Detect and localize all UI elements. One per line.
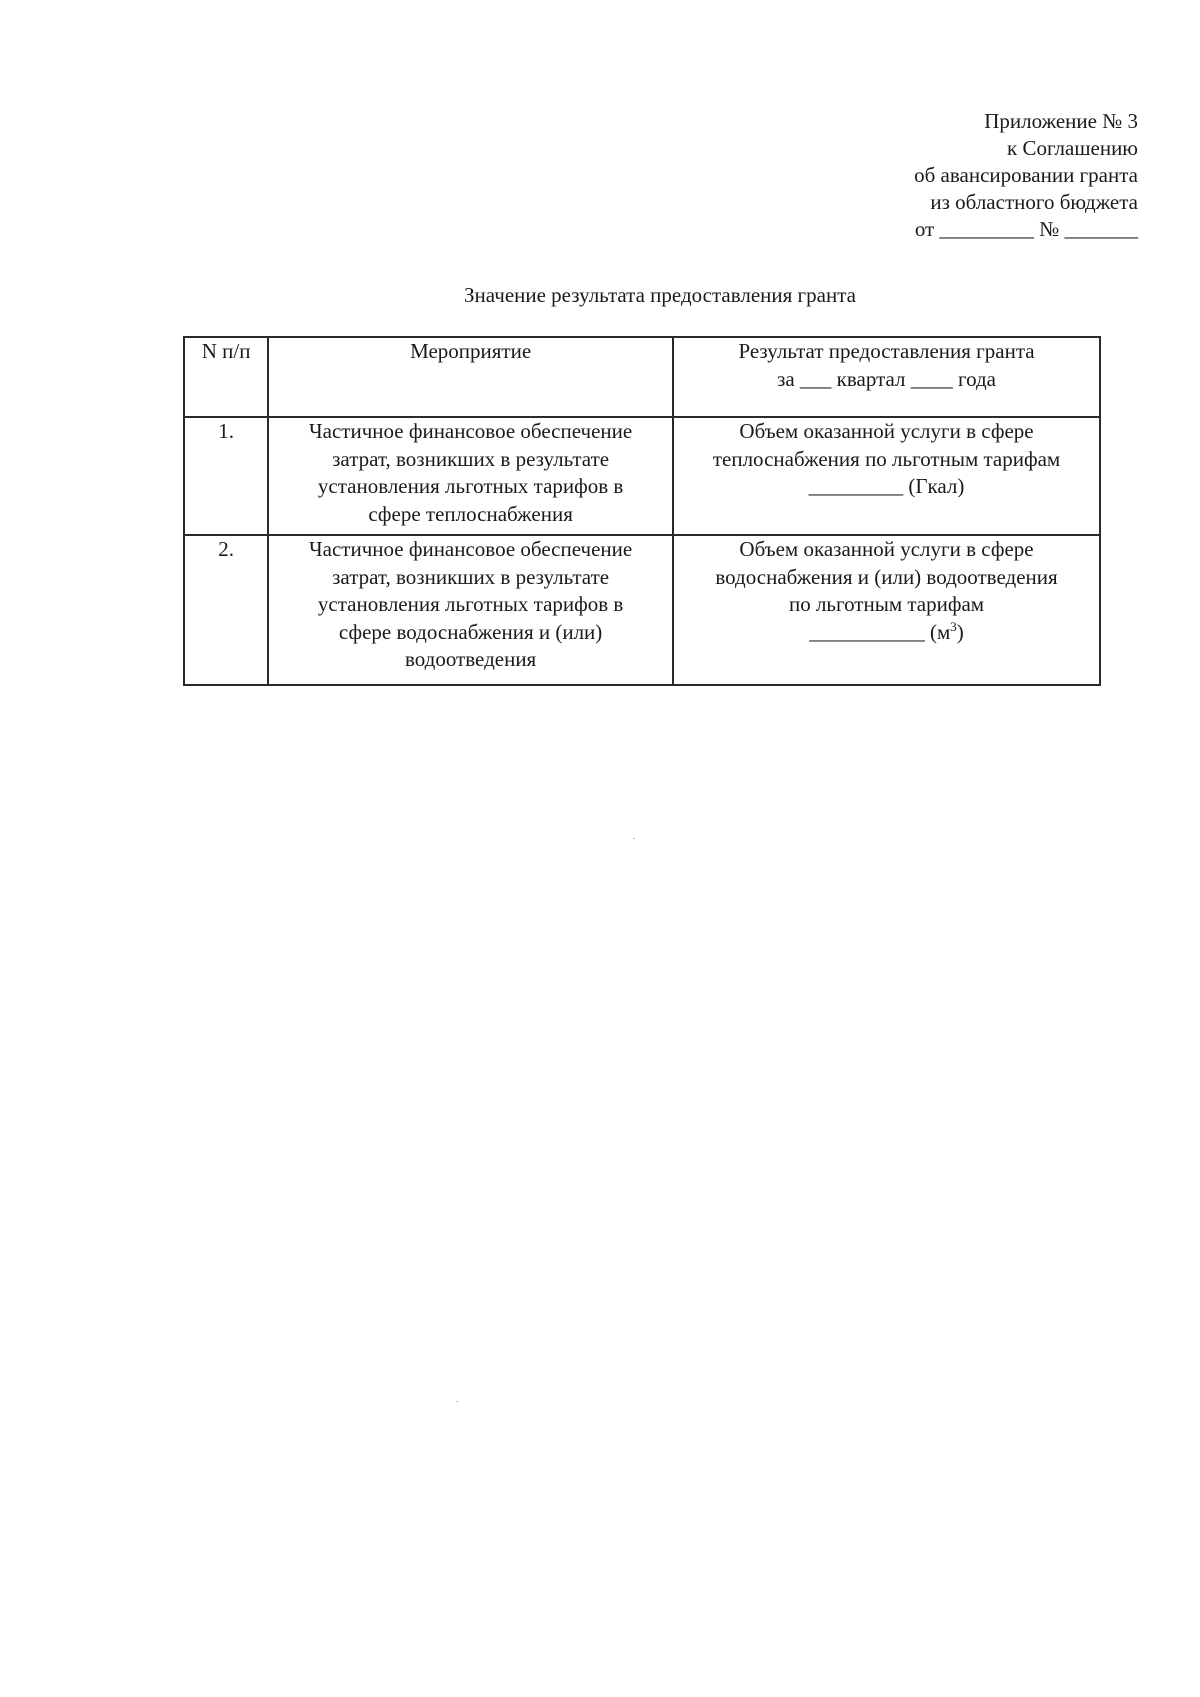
table-header-row (184, 337, 1100, 417)
scan-speck (633, 838, 635, 839)
row-result (673, 417, 1100, 535)
appendix-line: Приложение № 3 (984, 109, 1138, 133)
event-text-line: Частичное финансовое обеспечение (309, 419, 633, 443)
event-text-line: затрат, возникших в результате (332, 446, 610, 471)
unit-close: ) (956, 619, 964, 644)
results-table (183, 336, 1101, 686)
header-result (673, 337, 1100, 417)
unit-exponent: 3 (950, 618, 957, 634)
event-text-line: сфере водоснабжения и (или) (338, 619, 603, 644)
appendix-line: об авансировании гранта (914, 163, 1138, 187)
header-event (268, 337, 673, 417)
header-result-period: за ___ квартал ____ года (777, 366, 996, 391)
header-result-label: Результат предоставления гранта (738, 339, 1035, 363)
appendix-header (914, 108, 1138, 243)
table-row (184, 417, 1100, 535)
header-number (184, 337, 268, 417)
result-text-line: теплоснабжения по льготным тарифам (712, 446, 1061, 471)
row-event (268, 417, 673, 535)
event-text-line: сфере теплоснабжения (368, 501, 573, 526)
result-text-line: _________ (Гкал) (808, 474, 965, 498)
event-text-line: установления льготных тарифов в (317, 474, 624, 498)
row-number (184, 535, 268, 685)
table-row (184, 535, 1100, 685)
header-number-label: N п/п (201, 339, 251, 363)
event-text-line: Частичное финансовое обеспечение (309, 537, 633, 561)
header-event-label: Мероприятие (410, 339, 532, 363)
unit-base: ___________ (м (809, 619, 951, 644)
row-number-label: 1. (218, 419, 234, 443)
scan-speck (456, 1401, 458, 1402)
row-number (184, 417, 268, 535)
appendix-line: к Соглашению (1007, 136, 1138, 160)
event-text-line: водоотведения (404, 647, 537, 671)
result-text-line: водоснабжения и (или) водоотведения (715, 564, 1058, 589)
result-text-line: по льготным тарифам (788, 592, 985, 616)
row-result (673, 535, 1100, 685)
appendix-line: из областного бюджета (930, 190, 1138, 214)
result-text-line: Объем оказанной услуги в сфере (739, 537, 1034, 561)
result-unit-line (674, 619, 1099, 647)
event-text-line: установления льготных тарифов в (317, 592, 624, 616)
row-event (268, 535, 673, 685)
event-text-line: затрат, возникших в результате (332, 564, 610, 589)
appendix-line: от _________ № _______ (914, 217, 1138, 241)
row-number-label: 2. (218, 537, 234, 561)
result-text-line: Объем оказанной услуги в сфере (739, 419, 1034, 443)
document-title: Значение результата предоставления гранта (464, 283, 856, 307)
